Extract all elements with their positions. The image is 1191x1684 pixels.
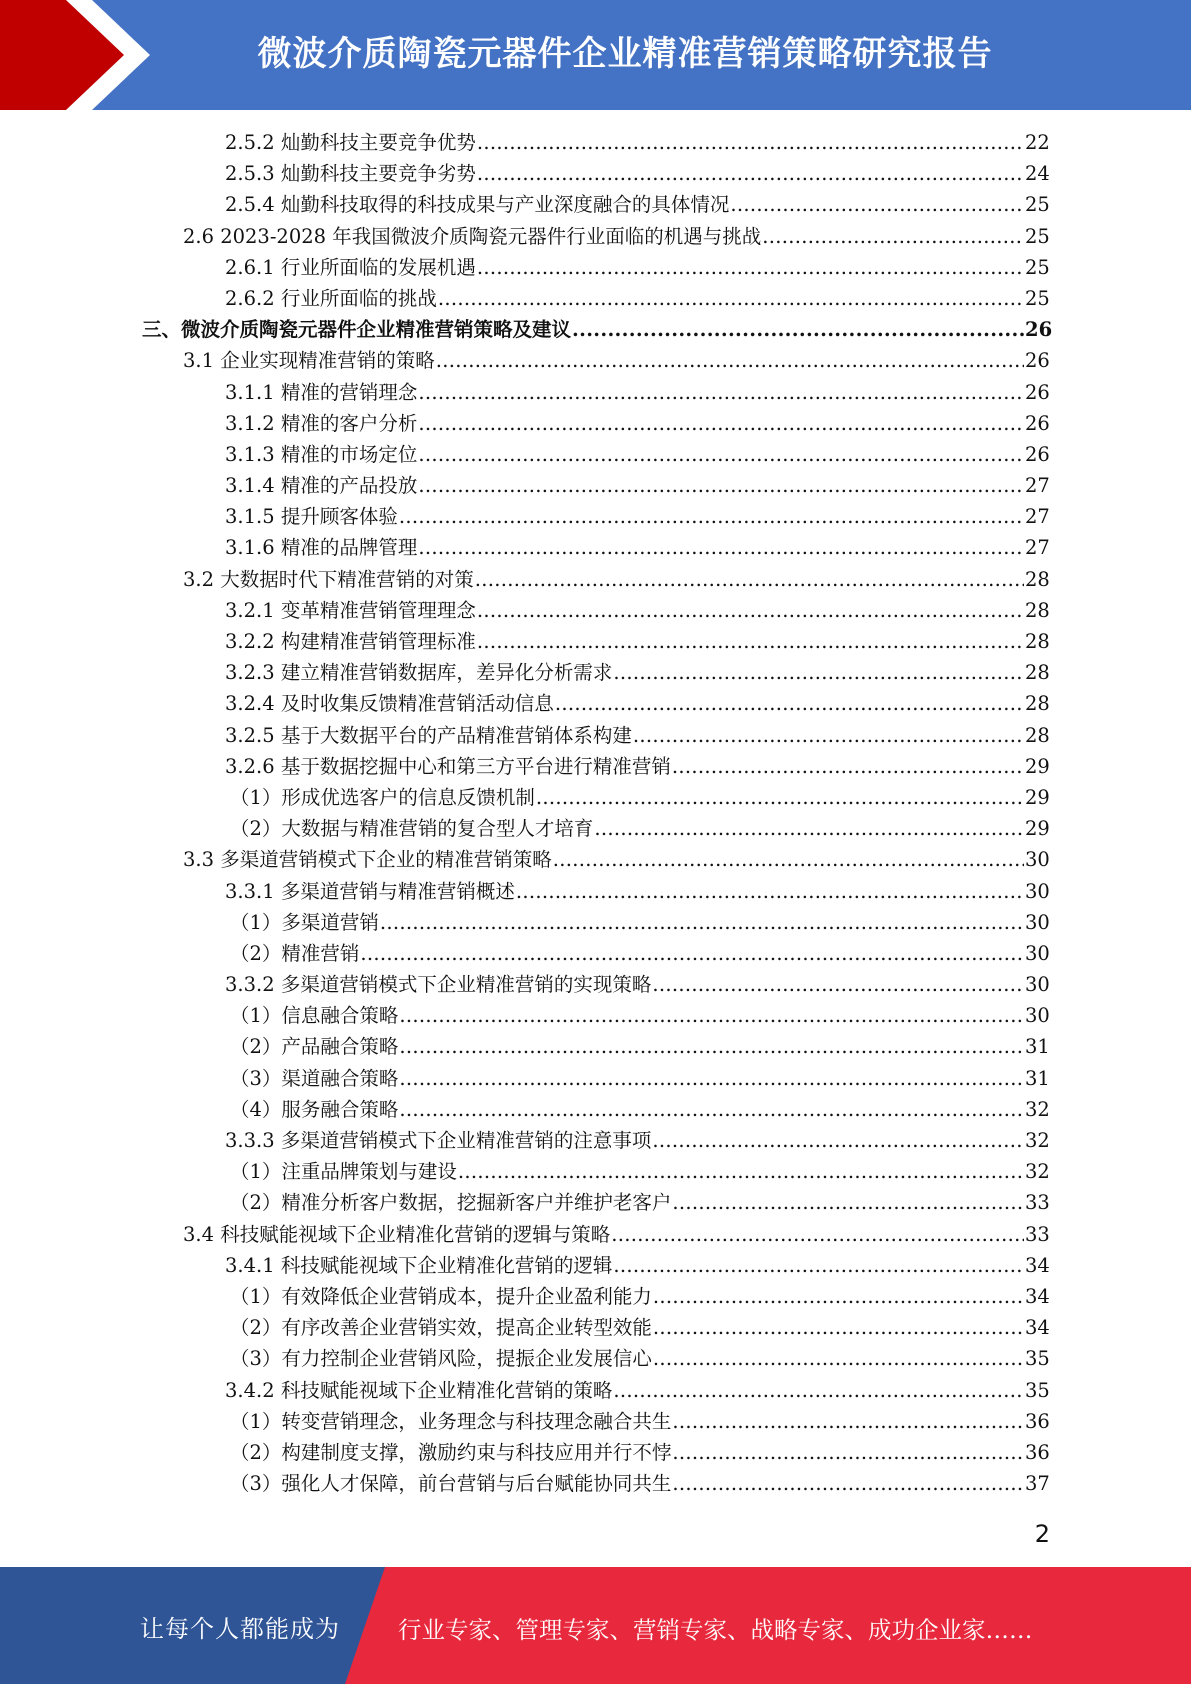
- toc-dot-leader: [653, 1312, 1024, 1343]
- toc-dot-leader: [475, 564, 1024, 595]
- toc-entry-page: 31: [1025, 1066, 1050, 1090]
- toc-entry[interactable]: [0, 1343, 1191, 1374]
- toc-entry-label: （1）有效降低企业营销成本，提升企业盈利能力: [230, 1284, 652, 1308]
- toc-entry[interactable]: [0, 907, 1191, 938]
- toc-dot-leader: [653, 1281, 1024, 1312]
- toc-entry[interactable]: [0, 1125, 1191, 1156]
- toc-entry[interactable]: [0, 782, 1191, 813]
- toc-entry-page: 28: [1025, 692, 1050, 716]
- toc-entry[interactable]: [0, 221, 1191, 252]
- toc-entry-page: 30: [1025, 910, 1050, 934]
- toc-entry[interactable]: [0, 283, 1191, 314]
- toc-entry-label: （1）转变营销理念，业务理念与科技理念融合共生: [230, 1409, 672, 1433]
- toc-entry-page: 28: [1025, 630, 1050, 653]
- toc-dot-leader: [613, 1375, 1024, 1406]
- toc-dot-leader: [399, 1000, 1024, 1031]
- toc-entry-label: 3.3.2 多渠道营销模式下企业精准营销的实现策略: [225, 973, 652, 997]
- toc-entry[interactable]: [0, 657, 1191, 688]
- toc-entry-label: （2）精准分析客户数据，挖掘新客户并维护老客户: [230, 1191, 672, 1215]
- toc-entry-label: （2）大数据与精准营销的复合型人才培育: [230, 817, 594, 841]
- toc-entry[interactable]: [0, 501, 1191, 532]
- toc-dot-leader: [477, 252, 1024, 283]
- toc-entry-label: （2）有序改善企业营销实效，提高企业转型效能: [230, 1316, 652, 1340]
- toc-entry-page: 32: [1025, 1160, 1050, 1184]
- toc-entry-page: 32: [1025, 1097, 1050, 1121]
- toc-entry-page: 28: [1025, 567, 1050, 591]
- toc-entry-page: 30: [1025, 1004, 1050, 1028]
- toc-dot-leader: [653, 1343, 1024, 1374]
- toc-entry-label: 3.1.5 提升顾客体验: [225, 505, 398, 529]
- toc-entry-page: 28: [1025, 723, 1050, 747]
- toc-dot-leader: [553, 844, 1024, 875]
- toc-entry-page: 25: [1025, 286, 1050, 310]
- toc-entry-page: 26: [1025, 380, 1050, 404]
- toc-entry-label: 3.3.1 多渠道营销与精准营销概述: [225, 879, 515, 903]
- toc-entry-label: 3.1.3 精准的市场定位: [225, 442, 418, 466]
- toc-entry-label: 3.1 企业实现精准营销的策略: [183, 349, 435, 373]
- toc-entry-page: 30: [1025, 879, 1050, 903]
- footer-banner: [0, 1567, 1191, 1684]
- page-number: 2: [1034, 1520, 1050, 1548]
- toc-dot-leader: [477, 595, 1024, 626]
- toc-entry[interactable]: [0, 1437, 1191, 1468]
- toc-dot-leader: [672, 751, 1024, 782]
- toc-entry[interactable]: [0, 1094, 1191, 1125]
- toc-entry[interactable]: [0, 1406, 1191, 1437]
- toc-entry-page: 36: [1025, 1409, 1050, 1433]
- toc-dot-leader: [380, 907, 1024, 938]
- toc-entry[interactable]: [0, 564, 1191, 595]
- toc-entry-page: 28: [1025, 661, 1050, 685]
- toc-entry-page: 36: [1025, 1440, 1050, 1464]
- toc-entry-label: （2）产品融合策略: [230, 1035, 399, 1059]
- table-of-contents: [0, 127, 1191, 1499]
- toc-entry-page: 25: [1025, 224, 1050, 248]
- toc-entry-label: 3.3.3 多渠道营销模式下企业精准营销的注意事项: [225, 1129, 652, 1152]
- toc-dot-leader: [360, 938, 1024, 969]
- toc-dot-leader: [536, 782, 1024, 813]
- toc-dot-leader: [594, 813, 1024, 844]
- toc-entry-label: （2）构建制度支撑，激励约束与科技应用并行不悖: [230, 1440, 672, 1464]
- toc-entry-label: 2.5.3 灿勤科技主要竞争劣势: [225, 162, 476, 186]
- toc-entry-label: 2.5.2 灿勤科技主要竞争优势: [225, 131, 476, 154]
- toc-entry[interactable]: [0, 1468, 1191, 1499]
- toc-dot-leader: [418, 377, 1024, 408]
- toc-entry-label: （1）注重品牌策划与建设: [230, 1160, 457, 1184]
- toc-dot-leader: [399, 1094, 1024, 1125]
- toc-entry[interactable]: [0, 439, 1191, 470]
- toc-dot-leader: [613, 1250, 1024, 1281]
- toc-entry-page: 22: [1025, 131, 1050, 154]
- toc-entry[interactable]: [0, 532, 1191, 563]
- toc-entry[interactable]: [0, 876, 1191, 907]
- toc-dot-leader: [418, 532, 1024, 563]
- toc-entry-page: 34: [1025, 1253, 1050, 1277]
- toc-entry-page: 34: [1025, 1284, 1050, 1308]
- report-header: [0, 0, 1191, 110]
- toc-entry-page: 30: [1025, 973, 1050, 997]
- toc-entry[interactable]: [0, 1156, 1191, 1187]
- toc-entry[interactable]: [0, 595, 1191, 626]
- toc-entry-label: 2.6.1 行业所面临的发展机遇: [225, 255, 476, 279]
- toc-dot-leader: [516, 876, 1024, 907]
- toc-entry-page: 27: [1025, 474, 1050, 498]
- toc-dot-leader: [652, 969, 1024, 1000]
- toc-entry-label: 3.2.6 基于数据挖掘中心和第三方平台进行精准营销: [225, 754, 671, 778]
- toc-entry-label: 三、微波介质陶瓷元器件企业精准营销策略及建议: [142, 318, 572, 342]
- toc-entry[interactable]: [0, 127, 1191, 158]
- toc-entry-page: 30: [1025, 848, 1050, 872]
- toc-dot-leader: [418, 470, 1024, 501]
- toc-entry-label: 2.6.2 行业所面临的挑战: [225, 286, 437, 310]
- toc-entry-label: （3）有力控制企业营销风险，提振企业发展信心: [230, 1347, 652, 1371]
- toc-entry-page: 25: [1025, 255, 1050, 279]
- toc-dot-leader: [572, 314, 1024, 345]
- toc-entry[interactable]: [0, 1281, 1191, 1312]
- toc-entry[interactable]: [0, 938, 1191, 969]
- toc-entry-page: 25: [1025, 193, 1050, 217]
- toc-dot-leader: [633, 720, 1024, 751]
- toc-entry-label: （3）渠道融合策略: [230, 1066, 399, 1090]
- toc-entry[interactable]: [0, 751, 1191, 782]
- toc-entry-label: 3.2.5 基于大数据平台的产品精准营销体系构建: [225, 723, 632, 747]
- toc-dot-leader: [672, 1468, 1024, 1499]
- toc-dot-leader: [672, 1437, 1024, 1468]
- toc-dot-leader: [436, 345, 1024, 376]
- toc-entry-page: 33: [1025, 1222, 1050, 1246]
- toc-entry-page: 26: [1025, 411, 1050, 435]
- toc-entry-label: （1）形成优选客户的信息反馈机制: [230, 785, 535, 809]
- footer-slogan-right: 行业专家、管理专家、营销专家、战略专家、成功企业家……: [398, 1616, 1033, 1644]
- toc-entry-page: 30: [1025, 941, 1050, 965]
- toc-entry-label: （3）强化人才保障，前台营销与后台赋能协同共生: [230, 1472, 672, 1496]
- toc-entry[interactable]: [0, 1375, 1191, 1406]
- toc-dot-leader: [477, 626, 1024, 657]
- toc-entry[interactable]: [0, 844, 1191, 875]
- toc-entry-label: 3.2.3 建立精准营销数据库，差异化分析需求: [225, 661, 613, 685]
- toc-dot-leader: [399, 1031, 1024, 1062]
- toc-entry[interactable]: [0, 813, 1191, 844]
- toc-dot-leader: [672, 1187, 1024, 1218]
- toc-entry-label: 2.6 2023-2028 年我国微波介质陶瓷元器件行业面临的机遇与挑战: [183, 224, 762, 248]
- toc-dot-leader: [477, 158, 1024, 189]
- toc-dot-leader: [418, 439, 1024, 470]
- toc-entry[interactable]: [0, 1063, 1191, 1094]
- toc-entry[interactable]: [0, 158, 1191, 189]
- toc-entry-label: 3.1.1 精准的营销理念: [225, 380, 418, 404]
- toc-entry[interactable]: [0, 314, 1191, 345]
- footer-slogan-left: 让每个人都能成为: [140, 1615, 340, 1643]
- toc-entry-page: 26: [1025, 442, 1050, 466]
- toc-entry-page: 31: [1025, 1035, 1050, 1059]
- toc-entry-label: 3.2 大数据时代下精准营销的对策: [183, 567, 474, 591]
- toc-dot-leader: [399, 501, 1024, 532]
- toc-entry-label: 3.2.1 变革精准营销管理理念: [225, 598, 476, 622]
- toc-entry[interactable]: [0, 189, 1191, 220]
- toc-entry-page: 35: [1025, 1378, 1050, 1402]
- toc-dot-leader: [418, 408, 1024, 439]
- toc-entry-label: （1）信息融合策略: [230, 1004, 399, 1028]
- toc-entry-page: 26: [1025, 318, 1053, 342]
- toc-entry-page: 29: [1025, 817, 1050, 841]
- toc-dot-leader: [555, 688, 1024, 719]
- toc-entry[interactable]: [0, 345, 1191, 376]
- toc-entry-page: 32: [1025, 1129, 1050, 1152]
- toc-entry-label: （1）多渠道营销: [230, 910, 379, 934]
- toc-entry-page: 34: [1025, 1316, 1050, 1340]
- toc-entry[interactable]: [0, 720, 1191, 751]
- toc-entry-label: 3.2.4 及时收集反馈精准营销活动信息: [225, 692, 554, 716]
- toc-entry[interactable]: [0, 1187, 1191, 1218]
- toc-entry-page: 37: [1025, 1472, 1050, 1496]
- toc-dot-leader: [730, 189, 1024, 220]
- toc-entry[interactable]: [0, 1000, 1191, 1031]
- toc-dot-leader: [762, 221, 1024, 252]
- toc-entry[interactable]: [0, 1219, 1191, 1250]
- toc-entry-page: 29: [1025, 785, 1050, 809]
- toc-entry-label: 2.5.4 灿勤科技取得的科技成果与产业深度融合的具体情况: [225, 193, 730, 217]
- toc-entry-page: 29: [1025, 754, 1050, 778]
- toc-entry-label: 3.4.1 科技赋能视域下企业精准化营销的逻辑: [225, 1253, 613, 1277]
- toc-entry-label: 3.1.4 精准的产品投放: [225, 474, 418, 498]
- toc-entry-label: （2）精准营销: [230, 941, 360, 965]
- toc-entry[interactable]: [0, 470, 1191, 501]
- toc-entry[interactable]: [0, 1250, 1191, 1281]
- toc-entry[interactable]: [0, 1031, 1191, 1062]
- toc-entry[interactable]: [0, 969, 1191, 1000]
- toc-dot-leader: [399, 1063, 1024, 1094]
- toc-entry-page: 28: [1025, 598, 1050, 622]
- toc-entry-page: 26: [1025, 349, 1050, 373]
- toc-dot-leader: [652, 1125, 1024, 1156]
- toc-entry[interactable]: [0, 626, 1191, 657]
- toc-entry-label: 3.4 科技赋能视域下企业精准化营销的逻辑与策略: [183, 1222, 611, 1246]
- toc-entry-label: 3.3 多渠道营销模式下企业的精准营销策略: [183, 848, 552, 872]
- toc-entry-label: 3.1.2 精准的客户分析: [225, 411, 418, 435]
- toc-entry-label: 3.4.2 科技赋能视域下企业精准化营销的策略: [225, 1378, 613, 1402]
- toc-entry-page: 27: [1025, 505, 1050, 529]
- toc-entry-page: 27: [1025, 536, 1050, 560]
- report-title: 微波介质陶瓷元器件企业精准营销策略研究报告: [257, 34, 993, 74]
- toc-entry-label: 3.2.2 构建精准营销管理标准: [225, 630, 476, 653]
- toc-entry-label: （4）服务融合策略: [230, 1097, 399, 1121]
- toc-dot-leader: [438, 283, 1024, 314]
- toc-entry[interactable]: [0, 377, 1191, 408]
- toc-entry-page: 24: [1025, 162, 1050, 186]
- toc-dot-leader: [477, 127, 1024, 158]
- toc-entry[interactable]: [0, 408, 1191, 439]
- toc-dot-leader: [458, 1156, 1024, 1187]
- toc-dot-leader: [672, 1406, 1024, 1437]
- toc-dot-leader: [613, 657, 1024, 688]
- toc-entry[interactable]: [0, 688, 1191, 719]
- toc-entry[interactable]: [0, 252, 1191, 283]
- toc-entry-page: 35: [1025, 1347, 1050, 1371]
- toc-entry-page: 33: [1025, 1191, 1050, 1215]
- toc-dot-leader: [611, 1219, 1024, 1250]
- toc-entry-label: 3.1.6 精准的品牌管理: [225, 536, 418, 560]
- toc-entry[interactable]: [0, 1312, 1191, 1343]
